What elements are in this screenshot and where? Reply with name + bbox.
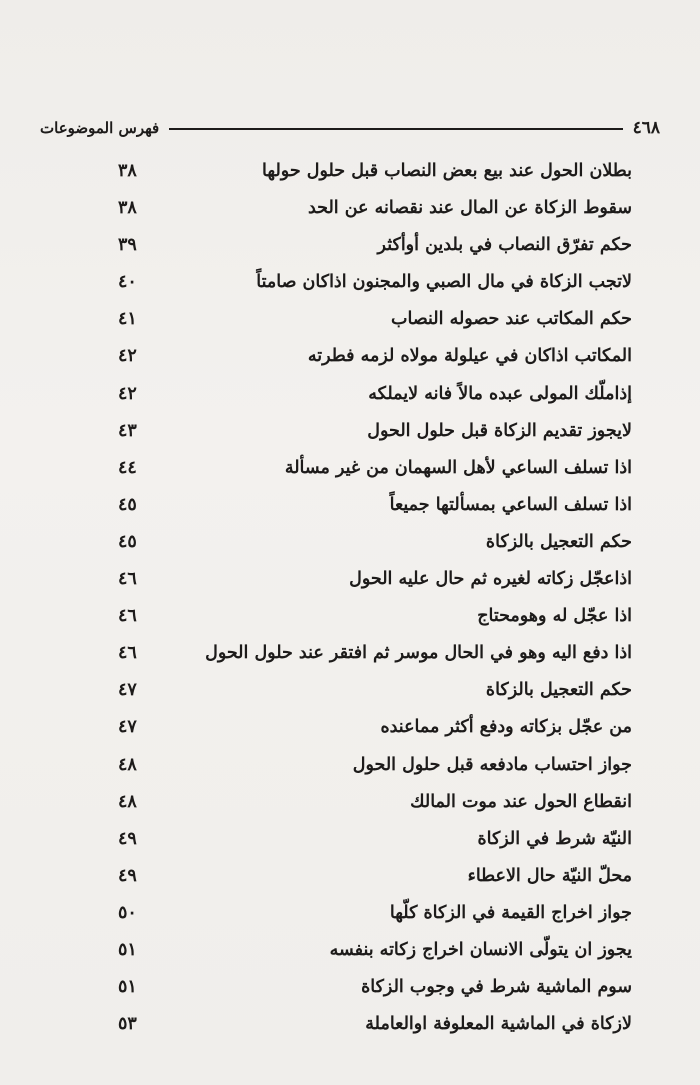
toc-entry-page: ٤١: [118, 309, 137, 330]
toc-entry-title: حكم التعجيل بالزكاة: [485, 680, 632, 701]
toc-entry-title: اذا دفع اليه وهو في الحال موسر ثم افتقر عند حلول الحول: [205, 643, 632, 664]
toc-entry: [0, 413, 700, 450]
toc-entry-page: ٤٩: [118, 865, 137, 886]
toc-entry-title: يجوز ان يتولّى الانسان اخراج زكاته بنفسه: [329, 939, 632, 960]
toc-entry-title: جواز اخراج القيمة في الزكاة كلّها: [389, 902, 632, 923]
running-title: فهرس الموضوعات: [40, 119, 160, 137]
toc-entry: [0, 450, 700, 487]
toc-entry-page: ٥١: [118, 939, 137, 960]
toc-entry-title: النيّة شرط في الزكاة: [477, 828, 632, 849]
toc-entry-title: لايجوز تقديم الزكاة قبل حلول الحول: [367, 420, 632, 441]
toc-entry-page: ٥٠: [118, 902, 137, 923]
toc-entry: [0, 487, 700, 524]
toc-entry-title: اذا عجّل له وهومحتاج: [477, 606, 632, 627]
toc-entry-page: ٤٠: [118, 272, 137, 293]
toc-entry-title: حكم المكاتب عند حصوله النصاب: [391, 309, 632, 330]
toc-entry-title: اذا تسلف الساعي لأهل السهمان من غير مسألة: [284, 457, 632, 478]
toc-entry-title: من عجّل بزكاته ودفع أكثر مماعنده: [380, 717, 632, 738]
toc-entry-page: ٤٤: [118, 457, 137, 478]
toc-entry-title: لازكاة في الماشية المعلوفة اوالعاملة: [365, 1014, 632, 1035]
toc-entry: [0, 895, 700, 932]
toc-entry: [0, 747, 700, 784]
page-number: ٤٦٨: [632, 118, 660, 138]
toc-entry-page: ٤٦: [118, 569, 137, 590]
toc-entry: [0, 821, 700, 858]
toc-entry-page: ٤٩: [118, 828, 137, 849]
table-of-contents: [0, 153, 700, 1043]
toc-entry: [0, 672, 700, 709]
toc-entry: [0, 858, 700, 895]
toc-entry-title: اذاعجّل زكاته لغيره ثم حال عليه الحول: [349, 569, 632, 590]
toc-entry-title: حكم تفرّق النصاب في بلدين أوأكثر: [377, 235, 632, 256]
toc-entry-page: ٤٨: [118, 754, 137, 775]
toc-entry: [0, 932, 700, 969]
toc-entry: [0, 264, 700, 301]
toc-entry-page: ٤٣: [118, 420, 137, 441]
toc-entry: [0, 598, 700, 635]
toc-entry-page: ٥١: [118, 977, 137, 998]
toc-entry: [0, 635, 700, 672]
toc-entry-title: بطلان الحول عند بيع بعض النصاب قبل حلول حولها: [262, 161, 632, 181]
toc-entry: [0, 561, 700, 598]
toc-entry-title: انقطاع الحول عند موت المالك: [410, 791, 632, 812]
toc-entry-page: ٤٧: [118, 680, 137, 701]
toc-entry-page: ٣٨: [118, 198, 137, 219]
toc-entry-page: ٥٣: [118, 1014, 137, 1035]
toc-entry: [0, 784, 700, 821]
page-header: [40, 116, 660, 140]
toc-entry: [0, 227, 700, 264]
toc-entry: [0, 1006, 700, 1043]
toc-entry-title: لاتجب الزكاة في مال الصبي والمجنون اذاكان صامتاً: [256, 272, 632, 293]
toc-entry-title: سوم الماشية شرط في وجوب الزكاة: [361, 977, 632, 998]
toc-entry-page: ٤٢: [118, 383, 137, 404]
toc-entry-page: ٣٩: [118, 235, 137, 256]
toc-entry: [0, 709, 700, 746]
toc-entry: [0, 301, 700, 338]
toc-entry-title: حكم التعجيل بالزكاة: [485, 531, 632, 552]
toc-entry-title: اذا تسلف الساعي بمسألتها جميعاً: [389, 494, 632, 515]
toc-entry-page: ٤٦: [118, 643, 137, 664]
toc-entry-title: جواز احتساب مادفعه قبل حلول الحول: [352, 754, 632, 775]
toc-entry: [0, 190, 700, 227]
toc-entry: [0, 153, 700, 190]
toc-entry-page: ٤٨: [118, 791, 137, 812]
toc-entry: [0, 338, 700, 375]
toc-entry-title: إذاملّك المولى عبده مالاً فانه لايملكه: [368, 383, 632, 404]
toc-entry-page: ٤٦: [118, 606, 137, 627]
toc-entry-page: ٣٨: [118, 161, 137, 181]
toc-entry-title: سقوط الزكاة عن المال عند نقصانه عن الحد: [307, 198, 632, 219]
toc-entry-page: ٤٧: [118, 717, 137, 738]
toc-entry: [0, 969, 700, 1006]
toc-entry-title: المكاتب اذاكان في عيلولة مولاه لزمه فطرته: [307, 346, 632, 367]
header-rule: [169, 128, 622, 130]
toc-entry: [0, 524, 700, 561]
toc-entry-page: ٤٢: [118, 346, 137, 367]
toc-entry-page: ٤٥: [118, 531, 137, 552]
toc-entry-page: ٤٥: [118, 494, 137, 515]
toc-entry-title: محلّ النيّة حال الاعطاء: [467, 865, 632, 886]
toc-entry: [0, 376, 700, 413]
